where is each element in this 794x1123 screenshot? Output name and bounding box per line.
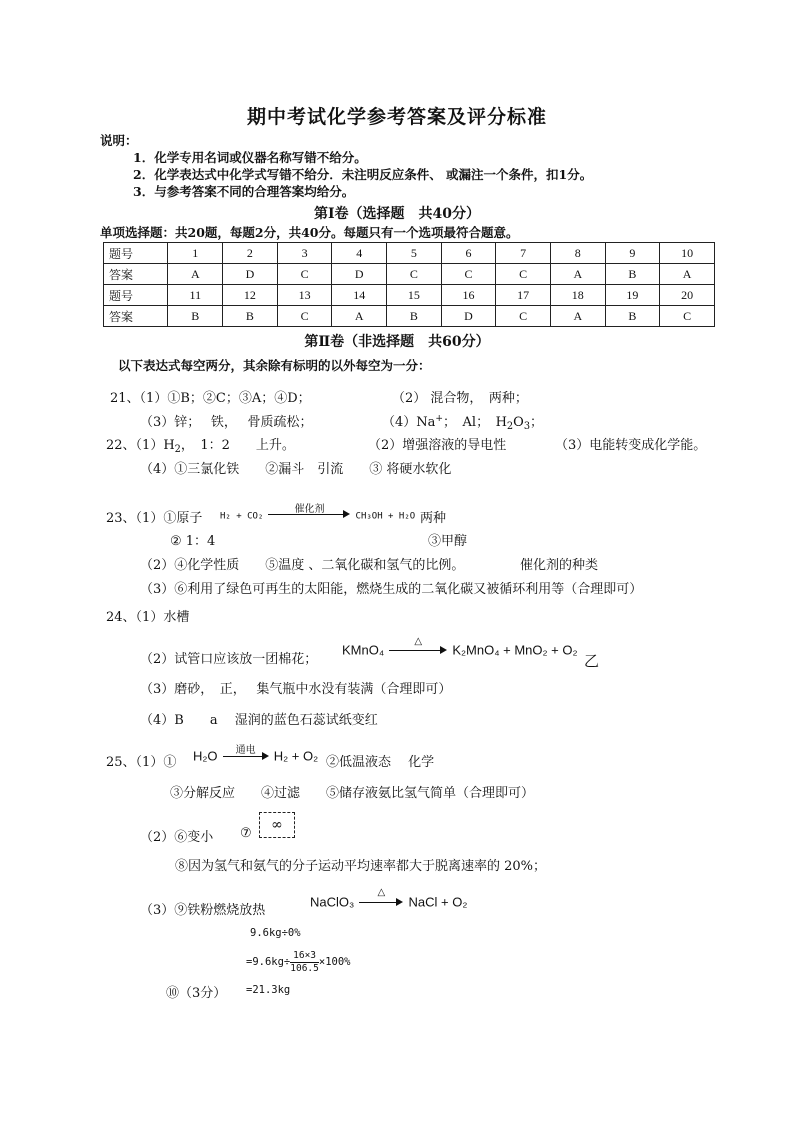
q25-equation bbox=[193, 744, 318, 770]
q21-line1a: 21、（1）①B；②C；③A；④D； bbox=[110, 391, 311, 406]
q22-line1c: （3）电能转变成化学能。 bbox=[555, 438, 707, 453]
q24-line3: （3）磨砂， 正， 集气瓶中水没有装满（合理即可） bbox=[140, 682, 452, 697]
q23-line1a: 23、（1）①原子 bbox=[106, 511, 203, 526]
table-cell: B bbox=[605, 264, 660, 285]
table-cell: 3 bbox=[277, 243, 332, 264]
table-cell: 6 bbox=[441, 243, 496, 264]
q24-line4: （4）B a 湿润的蓝色石蕊试纸变红 bbox=[140, 713, 378, 728]
table-header-cell: 题号 bbox=[104, 243, 168, 264]
table-row bbox=[104, 264, 715, 285]
table-cell: B bbox=[387, 306, 442, 327]
table-cell: 7 bbox=[496, 243, 551, 264]
q21-text: （4）Na bbox=[382, 415, 436, 430]
eq-products: NaCl + O₂ bbox=[408, 894, 468, 910]
table-cell: A bbox=[550, 306, 605, 327]
q22-sub: 2 bbox=[174, 444, 181, 455]
note-item-3: 3．与参考答案不同的合理答案均给分。 bbox=[133, 184, 355, 199]
table-cell: C bbox=[660, 306, 715, 327]
q24-line2a: （2）试管口应该放一团棉花； bbox=[140, 652, 318, 667]
table-cell: A bbox=[168, 264, 223, 285]
q25-line1a: 25、（1）① bbox=[106, 755, 177, 770]
table-cell: 9 bbox=[605, 243, 660, 264]
eq-reactants: KMnO₄ bbox=[342, 642, 385, 658]
reaction-arrow-icon bbox=[223, 744, 269, 768]
part2-heading: 第Ⅱ卷（非选择题 共60分） bbox=[304, 334, 490, 350]
note-item-2: 2．化学表达式中化学式写错不给分．未注明反应条件、 或漏注一个条件，扣1分。 bbox=[133, 167, 593, 182]
q25-equation2 bbox=[310, 887, 468, 916]
table-cell: B bbox=[168, 306, 223, 327]
table-cell: D bbox=[223, 264, 278, 285]
q25-line3b: ⑦ bbox=[240, 826, 252, 841]
table-cell: 1 bbox=[168, 243, 223, 264]
q23-line2a: ② 1：4 bbox=[170, 534, 216, 549]
q22-text: ， 1：2 上升。 bbox=[180, 438, 295, 453]
table-cell: D bbox=[332, 264, 387, 285]
q23-line1b: 两种 bbox=[420, 511, 447, 526]
reaction-arrow-icon bbox=[268, 502, 350, 526]
table-cell: 2 bbox=[223, 243, 278, 264]
table-row bbox=[104, 243, 715, 264]
q25-line5a: （3）⑨铁粉燃烧放热 bbox=[140, 903, 266, 918]
notes-heading: 说明： bbox=[100, 133, 138, 148]
q25-line2: ③分解反应 ④过滤 ⑤储存液氨比氢气简单（合理即可） bbox=[170, 786, 535, 801]
calc-text: =9.6kg÷ bbox=[246, 956, 291, 968]
table-cell: 15 bbox=[387, 285, 442, 306]
eq-condition: △ bbox=[377, 887, 386, 898]
eq-reactants: H₂ + CO₂ bbox=[220, 511, 264, 522]
table-header-cell: 答案 bbox=[104, 306, 168, 327]
q25-line4: ⑧因为氢气和氨气的分子运动平均速率都大于脱离速率的 20%； bbox=[175, 859, 547, 874]
table-cell: 11 bbox=[168, 285, 223, 306]
table-cell: 20 bbox=[660, 285, 715, 306]
q23-equation bbox=[220, 502, 415, 528]
q22-line1a bbox=[106, 434, 295, 455]
table-cell: A bbox=[660, 264, 715, 285]
q21-sup: + bbox=[435, 414, 444, 424]
page-title: 期中考试化学参考答案及评分标准 bbox=[246, 106, 547, 128]
q22-text: 22、（1）H bbox=[106, 438, 175, 453]
eq-reactants: H₂O bbox=[193, 748, 218, 764]
table-cell: A bbox=[550, 264, 605, 285]
q24-equation bbox=[342, 638, 578, 664]
table-cell: 10 bbox=[660, 243, 715, 264]
table-cell: C bbox=[441, 264, 496, 285]
table-cell: C bbox=[496, 264, 551, 285]
q23-line3a: （2）④化学性质 ⑤温度 、二氧化碳和氢气的比例。 bbox=[140, 558, 465, 573]
q24-line1: 24、（1）水槽 bbox=[106, 610, 190, 625]
calc-line-2 bbox=[246, 946, 350, 978]
q21-line2a: （3）锌； 铁， 骨质疏松； bbox=[140, 415, 313, 430]
table-row bbox=[104, 285, 715, 306]
eq-condition: 催化剂 bbox=[294, 504, 325, 515]
note-item-1: 1．化学专用名词或仪器名称写错不给分。 bbox=[133, 150, 367, 165]
eq-products: CH₃OH + H₂O bbox=[355, 511, 416, 522]
table-cell: 17 bbox=[496, 285, 551, 306]
eq-condition: △ bbox=[414, 636, 423, 647]
eq-reactants: NaClO₃ bbox=[310, 894, 355, 910]
table-cell: C bbox=[277, 264, 332, 285]
table-cell: C bbox=[277, 306, 332, 327]
reaction-arrow-icon bbox=[389, 638, 447, 662]
table-header-cell: 题号 bbox=[104, 285, 168, 306]
part1-label: 单项选择题： bbox=[100, 225, 176, 240]
eq-products: H₂ + O₂ bbox=[273, 748, 319, 764]
table-cell: C bbox=[387, 264, 442, 285]
q21-text: O bbox=[513, 415, 524, 430]
q22-line1b: （2）增强溶液的导电性 bbox=[368, 438, 507, 453]
table-cell: 5 bbox=[387, 243, 442, 264]
q22-line2: （4）①三氯化铁 ②漏斗 引流 ③ 将硬水软化 bbox=[140, 462, 452, 477]
table-cell: 4 bbox=[332, 243, 387, 264]
part1-desc bbox=[100, 223, 519, 241]
calc-text: ×100% bbox=[318, 956, 351, 968]
table-cell: 8 bbox=[550, 243, 605, 264]
q24-line2b: 乙 bbox=[584, 652, 600, 670]
q21-line1b: （2） 混合物， 两种； bbox=[392, 391, 528, 406]
part2-note: 以下表达式每空两分，其余除有标明的以外每空为一分： bbox=[118, 358, 431, 373]
table-cell: B bbox=[223, 306, 278, 327]
calc-line-1: 9.6kg÷0% bbox=[250, 927, 301, 939]
calc-line-3: =21.3kg bbox=[246, 984, 291, 996]
q23-line3b: 催化剂的种类 bbox=[520, 558, 599, 573]
q25-line7a: ⑩（3分） bbox=[166, 986, 227, 1001]
table-header-cell: 答案 bbox=[104, 264, 168, 285]
molecule-symbol-box: ∞ bbox=[259, 812, 295, 838]
table-cell: 14 bbox=[332, 285, 387, 306]
q25-line1b: ②低温液态 化学 bbox=[326, 755, 435, 770]
eq-condition: 通电 bbox=[235, 745, 256, 756]
answer-table bbox=[103, 242, 715, 327]
table-cell: D bbox=[441, 306, 496, 327]
fraction-numerator: 16×3 bbox=[290, 950, 319, 963]
q23-line4: （3）⑥利用了绿色可再生的太阳能，燃烧生成的二氧化碳又被循环利用等（合理即可） bbox=[140, 582, 643, 597]
table-cell: 19 bbox=[605, 285, 660, 306]
q25-line3a: （2）⑥变小 bbox=[140, 830, 214, 845]
q21-line2b bbox=[382, 411, 543, 432]
table-cell: 16 bbox=[441, 285, 496, 306]
q23-line2b: ③甲醇 bbox=[428, 534, 468, 549]
table-cell: 13 bbox=[277, 285, 332, 306]
part1-text: 共20题，每题2分，共40分。每题只有一个选项最符合题意。 bbox=[175, 225, 519, 240]
table-cell: B bbox=[605, 306, 660, 327]
table-row bbox=[104, 306, 715, 327]
part1-heading: 第Ⅰ卷（选择题 共40分） bbox=[313, 206, 481, 222]
q21-text: ； Al； H bbox=[443, 415, 507, 430]
table-cell: 18 bbox=[550, 285, 605, 306]
q21-sub: 3 bbox=[523, 421, 531, 432]
calc-fraction bbox=[290, 950, 319, 975]
table-cell: A bbox=[332, 306, 387, 327]
q21-text: ； bbox=[530, 415, 544, 430]
table-cell: C bbox=[496, 306, 551, 327]
eq-products: K₂MnO₄ + MnO₂ + O₂ bbox=[452, 642, 578, 658]
table-cell: 12 bbox=[223, 285, 278, 306]
q21-sub: 2 bbox=[506, 421, 514, 432]
reaction-arrow-icon bbox=[359, 887, 403, 914]
fraction-denominator: 106.5 bbox=[290, 962, 319, 974]
